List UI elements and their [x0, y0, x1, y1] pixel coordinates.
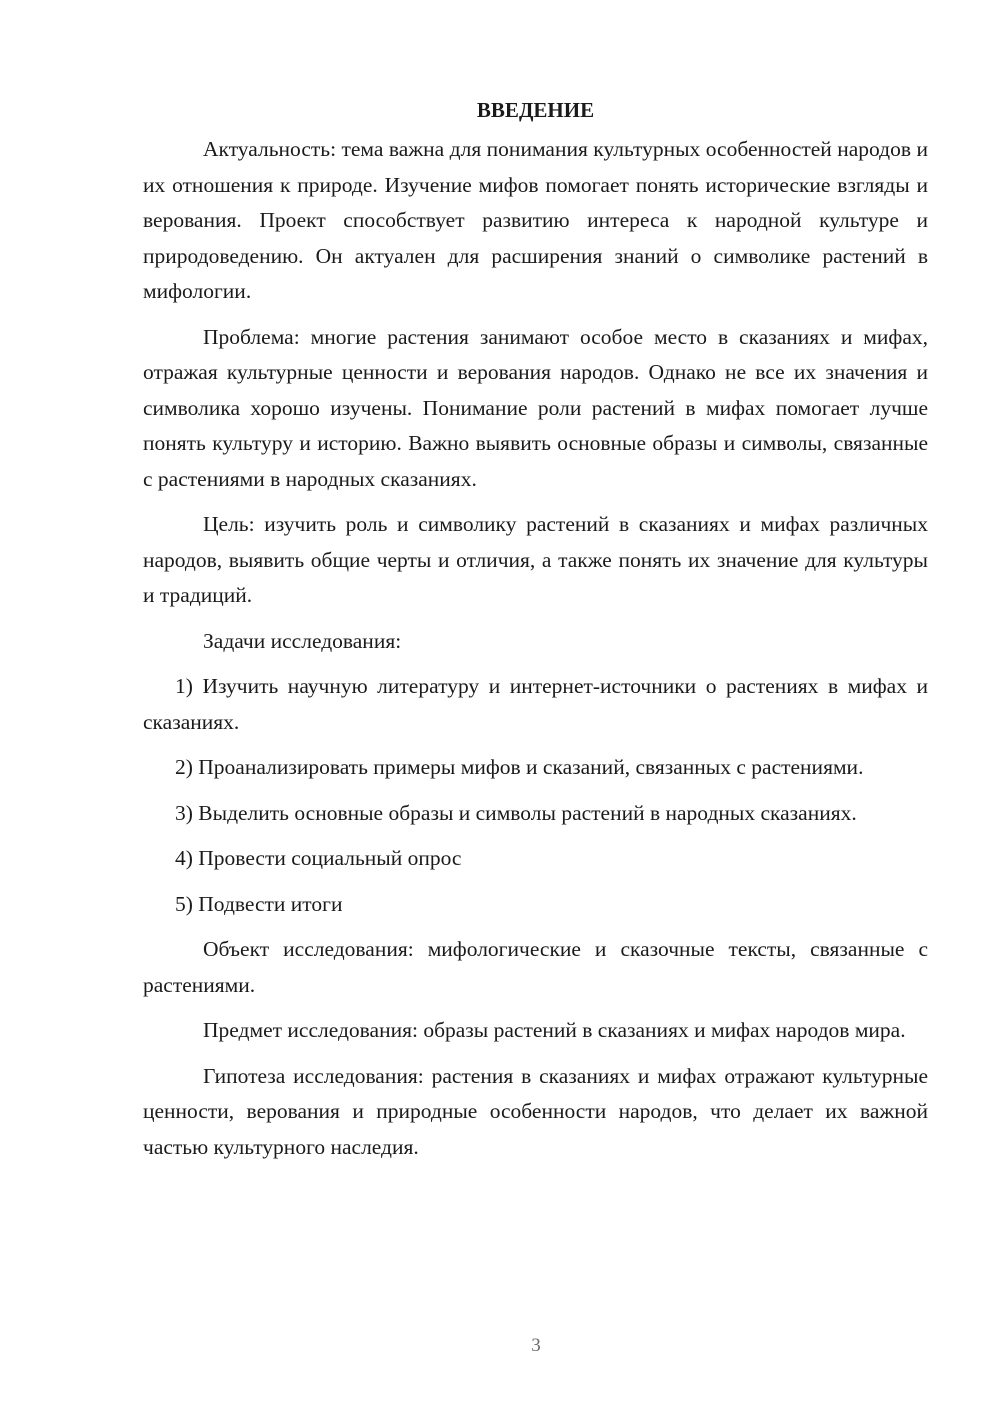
goal-paragraph: Цель: изучить роль и символику растений в сказаниях и мифах различных народов, выявить общие черты и отличия, а также понять их значение для культуры и традиций. [143, 512, 928, 607]
problem-paragraph: Проблема: многие растения занимают особое место в сказаниях и мифах, отражая культурные ценности и верования народов. Однако не все их значения и символика хорошо изучены. Понимание роли растений в мифах помогает лучше понять культуру и историю. Важно выявить основные образы и символы, связанные с растениями в народных сказаниях. [143, 324, 928, 491]
relevance-paragraph: Актуальность: тема важна для понимания культурных особенностей народов и их отношения к природе. Изучение мифов помогает понять исторические взгляды и верования. Проект способствует развитию интереса к народной культуре и природоведению. Он актуален для расширения знаний о символике растений в мифологии. [143, 137, 928, 303]
section-title: ВВЕДЕНИЕ [476, 98, 595, 122]
task-item: 1) Изучить научную литературу и интернет-источники о растениях в мифах и сказаниях. [143, 674, 928, 734]
task-item: 4) Провести социальный опрос [175, 846, 462, 870]
object-paragraph: Объект исследования: мифологические и сказочные тексты, связанные с растениями. [143, 937, 928, 997]
task-item: 2) Проанализировать примеры мифов и сказаний, связанных с растениями. [175, 755, 864, 779]
subject-paragraph: Предмет исследования: образы растений в сказаниях и мифах народов мира. [203, 1018, 906, 1042]
hypothesis-paragraph: Гипотеза исследования: растения в сказаниях и мифах отражают культурные ценности, верования и природные особенности народов, что делает их важной частью культурного наследия. [143, 1063, 928, 1159]
document-page [143, 92, 928, 1175]
task-item: 3) Выделить основные образы и символы растений в народных сказаниях. [175, 800, 857, 825]
page-number: 3 [531, 1335, 541, 1356]
tasks-heading: Задачи исследования: [203, 628, 402, 653]
task-item: 5) Подвести итоги [175, 891, 343, 916]
